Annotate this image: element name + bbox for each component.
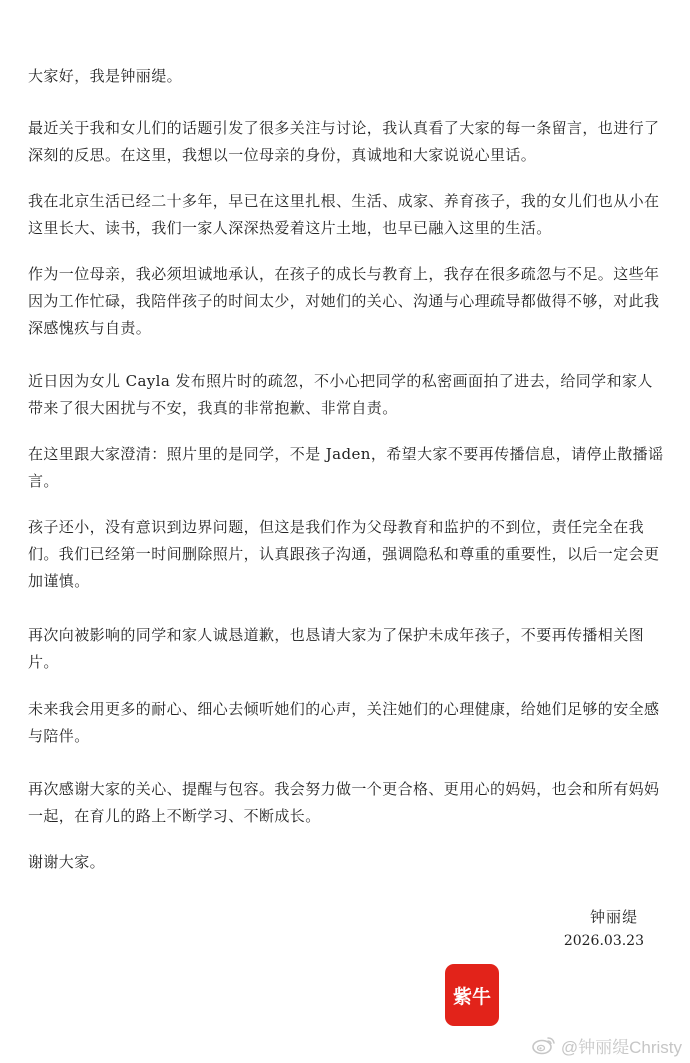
paragraph-beijing-life: 我在北京生活已经二十多年，早已在这里扎根、生活、成家、养育孩子，我的女儿们也从小在这里长大、读书，我们一家人深深热爱着这片土地，也早已融入这里的生活。 bbox=[28, 192, 660, 237]
signature-date: 2026.03.23 bbox=[563, 933, 644, 949]
paragraph-future: 未来我会用更多的耐心、细心去倾听她们的心声，关注她们的心理健康，给她们足够的安全感与陪伴。 bbox=[28, 700, 660, 745]
media-logo-mark bbox=[449, 978, 495, 1012]
paragraph-clarification: 在这里跟大家澄清：照片里的是同学，不是 Jaden，希望大家不要再传播信息，请停止散播谣言。 bbox=[28, 445, 664, 490]
media-logo-text: 紫牛 bbox=[452, 986, 492, 1008]
paragraph-reflection: 最近关于我和女儿们的话题引发了很多关注与讨论，我认真看了大家的每一条留言，也进行了深刻的反思。在这里，我想以一位母亲的身份，真诚地和大家说说心里话。 bbox=[28, 119, 660, 164]
paragraph-closing: 谢谢大家。 bbox=[28, 853, 106, 871]
weibo-handle: @钟丽缇Christy bbox=[560, 1037, 682, 1057]
paragraph-thanks-promise: 再次感谢大家的关心、提醒与包容。我会努力做一个更合格、更用心的妈妈，也会和所有妈妈一起，在育儿的路上不断学习、不断成长。 bbox=[28, 780, 660, 825]
paragraph-apology: 再次向被影响的同学和家人诚恳道歉，也恳请大家为了保护未成年孩子，不要再传播相关图片。 bbox=[28, 626, 645, 671]
paragraph-mother-admission: 作为一位母亲，我必须坦诚地承认，在孩子的成长与教育上，我存在很多疏忽与不足。这些年因为工作忙碌，我陪伴孩子的时间太少，对她们的关心、沟通与心理疏导都做得不够，对此我深感愧疚与自责。 bbox=[28, 265, 660, 337]
media-logo bbox=[445, 964, 499, 1026]
paragraph-greeting: 大家好，我是钟丽缇。 bbox=[28, 67, 183, 85]
signature-name: 钟丽缇 bbox=[589, 908, 638, 926]
paragraph-photo-incident: 近日因为女儿 Cayla 发布照片时的疏忽，不小心把同学的私密画面拍了进去，给同学和家人带来了很大困扰与不安，我真的非常抱歉、非常自责。 bbox=[28, 372, 653, 417]
weibo-watermark bbox=[532, 1033, 682, 1057]
paragraph-responsibility: 孩子还小，没有意识到边界问题，但这是我们作为父母教育和监护的不到位，责任完全在我们。我们已经第一时间删除照片，认真跟孩子沟通，强调隐私和尊重的重要性，以后一定会更加谨慎。 bbox=[28, 518, 660, 590]
weibo-icon bbox=[532, 1035, 556, 1055]
